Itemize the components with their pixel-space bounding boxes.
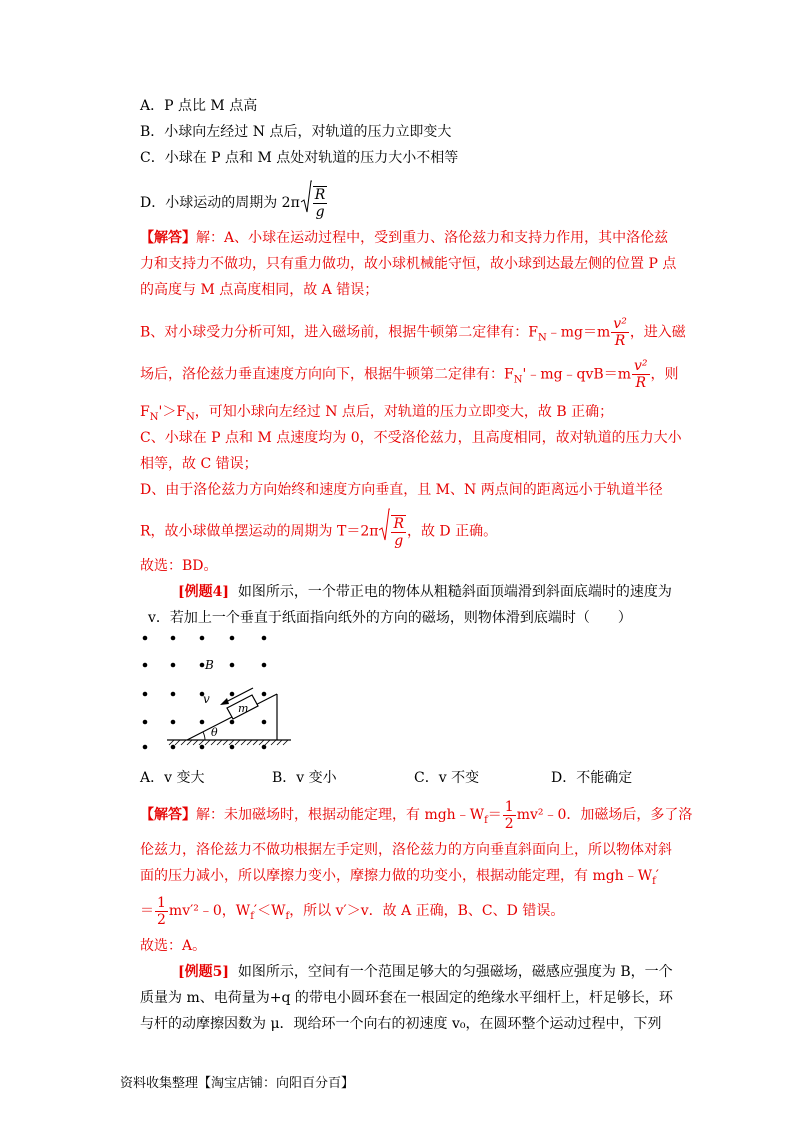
incline-diagram [135,632,300,754]
option-d [140,180,328,226]
answer1-line4: B、对小球受力分析可知，进入磁场前，根据牛顿第二定律有：$F_N﹣mg=m$ $\frac{\text{v²}}{R}$ ，进入磁 [140,316,686,349]
answer1-line7: C、小球在 P 点和 M 点速度均为 0，不受洛伦兹力，且高度相同，故对轨道的压力大小 [140,430,682,446]
answer2-line3: 面的压力减小，所以摩擦力变小，摩擦力做的功变小，根据动能定理，有 $mgh﹣W_f'$ [140,868,659,887]
fraction-v2-r: $\frac{\text{v²}}{R}$ [613,316,627,349]
angle-arc [203,732,205,740]
fraction-half: $\frac{1}{2}$ [504,798,514,832]
answer2-tag: 【解答】 [140,807,196,823]
option-a: A．P 点比 M 点高 [140,98,258,114]
label-m: m [238,702,249,715]
arrowhead-icon [220,698,229,705]
label-v: v [203,692,210,706]
example5-line2: 质量为 m、电荷量为+q 的带电小圆环套在一根固定的绝缘水平细杆上，杆足够长，环 [140,990,673,1006]
example4-tag: [例题4] [178,584,229,600]
ex4-option-b: B．v 变小 [272,770,337,786]
sqrt-icon [378,508,390,555]
answer2-line2: 伦兹力，洛伦兹力不做功根据左手定则，洛伦兹力的方向垂直斜面向上，所以物体对斜 [140,842,672,858]
ex4-option-d: D．不能确定 [551,770,633,786]
fraction-r-g: $\frac{R}{g}$ [393,515,404,549]
answer1-choice: 故选：BD。 [140,558,218,574]
example5-tag: [例题5] [178,964,229,980]
option-d-fraction: $\frac{R}{g}$ [314,187,326,220]
footer-source: 资料收集整理【淘宝店铺：向阳百分百】 [120,1076,355,1091]
label-theta: θ [211,726,218,739]
answer1-line9: D、由于洛伦兹力方向始终和速度方向垂直，且 M、N 两点间的距离远小于轨道半径 [140,482,663,498]
answer2-line1: 【解答】解：未加磁场时，根据动能定理，有 $mgh﹣W_f=$ $\frac{1}{2}$ mv²﹣0．加磁场后，多了洛 [140,798,693,832]
answer1-tag: 【解答】 [140,230,196,246]
example5-line3: 与杆的动摩擦因数为 μ．现给环一个向右的初速度 v₀，在圆环整个运动过程中，下列 [140,1016,662,1032]
answer2-line4: ＝ $\frac{1}{2}$ mv′²﹣0，$W_f'<W_f$，所以 v′＞v．故 A 正确，B、C、D 错误。 [140,894,565,928]
ex4-option-c: C．v 不变 [414,770,480,786]
fraction-v2-r-2: $\frac{\text{v²}}{R}$ [634,358,648,391]
example4-line2: v．若加上一个垂直于纸面指向纸外的方向的磁场，则物体滑到底端时（ ） [148,610,632,626]
answer1-line10: R，故小球做单摆运动的周期为 T＝2π $\frac{R}{g}$ ，故 D 正确。 [140,508,497,555]
answer1-line1: 【解答】解：A、小球在运动过程中，受到重力、洛伦兹力和支持力作用，其中洛伦兹 [140,230,669,246]
ground-hatch [169,740,288,745]
answer1-line6: $F_N'>F_N$，可知小球向左经过 N 点后，对轨道的压力立即变大，故 B 正确； [140,404,614,423]
example4-line1: [例题4] 如图所示，一个带正电的物体从粗糙斜面顶端滑到斜面底端时的速度为 [178,584,672,600]
label-B: B [205,658,214,672]
answer1-line8: 相等，故 C 错误； [140,456,258,472]
sqrt-icon [300,180,312,226]
ex4-option-a: A．v 变大 [140,770,205,786]
option-b: B．小球向左经过 N 点后，对轨道的压力立即变大 [140,124,452,140]
example5-line1: [例题5] 如图所示，空间有一个范围足够大的匀强磁场，磁感应强度为 B，一个 [178,964,673,980]
fraction-half-2: $\frac{1}{2}$ [157,894,166,928]
answer2-choice: 故选：A。 [140,938,207,954]
option-c: C．小球在 P 点和 M 点处对轨道的压力大小不相等 [140,150,459,166]
answer1-line2: 力和支持力不做功，只有重力做功，故小球机械能守恒，故小球到达最左侧的位置 P 点 [140,256,677,272]
option-d-text: D．小球运动的周期为 2π [140,195,300,211]
answer1-line3: 的高度与 M 点高度相同，故 A 错误； [140,282,379,298]
answer1-line5: 场后，洛伦兹力垂直速度方向向下，根据牛顿第二定律有：$F_N'﹣mg﹣qvB=m$ $\frac{\text{v²}}{R}$ ，则 [140,358,679,391]
